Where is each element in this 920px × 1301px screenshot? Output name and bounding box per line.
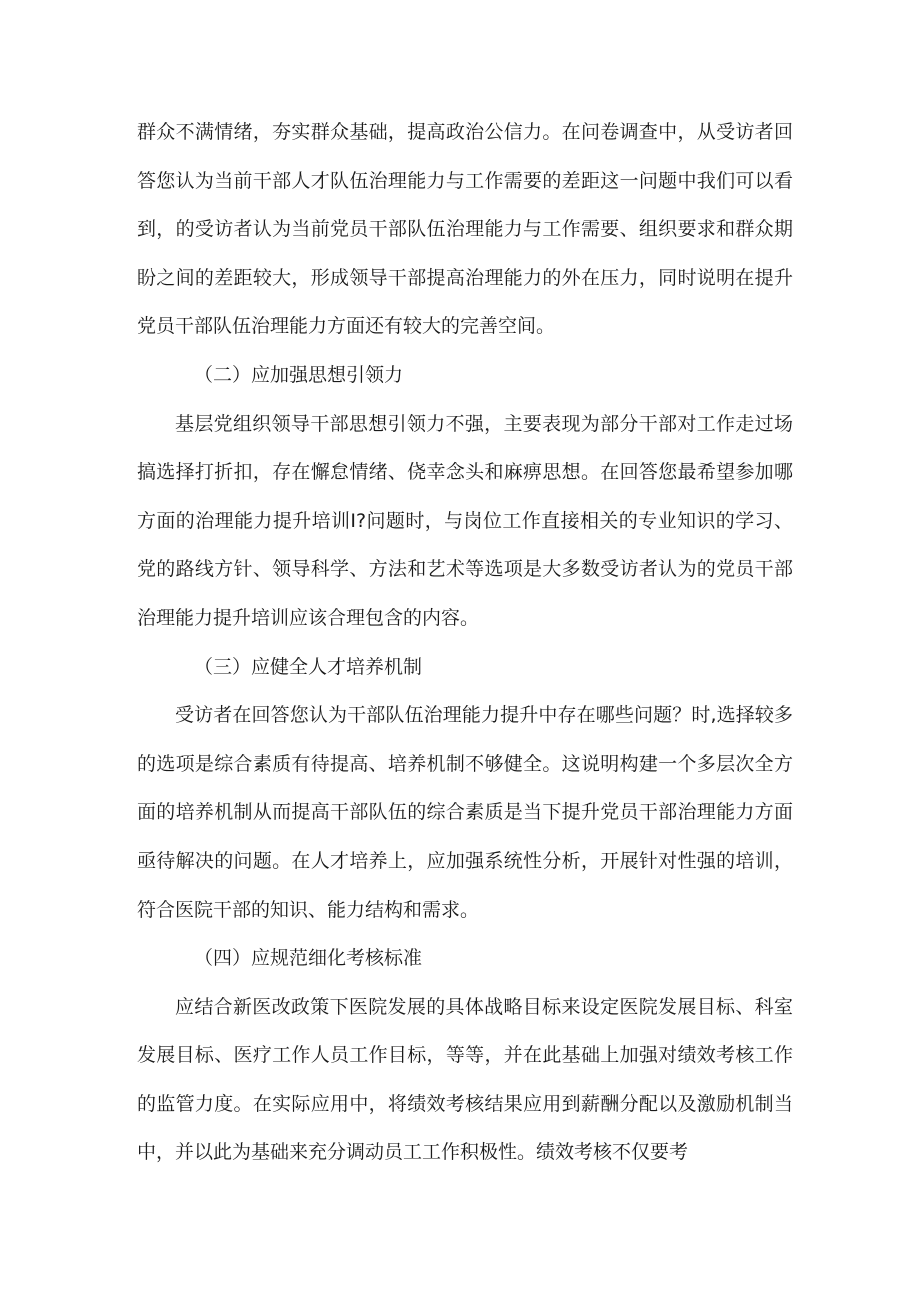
paragraph-continuation: 群众不满情绪，夯实群众基础，提高政治公信力。在问卷调查中，从受访者回答您认为当前干部人才队伍治理能力与工作需要的差距这一问题中我们可以看到，的受访者认为当前党员干部队伍治理能力与工作需要、组织要求和群众期盼之间的差距较大，形成领导干部提高治理能力的外在压力，同时说明在提升党员干部队伍治理能力方面还有较大的完善空间。 — [137, 121, 793, 338]
paragraph-assessment-standards: 应结合新医改政策下医院发展的具体战略目标来设定医院发展目标、科室发展目标、医疗工作人员工作目标，等等，并在此基础上加强对绩效考核工作的监管力度。在实际应用中，将绩效考核结果应用到薪酬分配以及激励机制当中，并以此为基础来充分调动员工工作积极性。绩效考核不仅要考 — [137, 995, 793, 1164]
section-heading-4: （四）应规范细化考核标准 — [194, 947, 423, 970]
document-body — [137, 108, 793, 1177]
section-heading-2: （二）应加强思想引领力 — [194, 363, 404, 386]
paragraph-talent-training: 受访者在回答您认为干部队伍治理能力提升中存在哪些问题？时,选择较多的选项是综合素质有待提高、培养机制不够健全。这说明构建一个多层次全方面的培养机制从而提高干部队伍的综合素质是当下提升党员干部治理能力方面亟待解决的问题。在人才培养上，应加强系统性分析，开展针对性强的培训，符合医院干部的知识、能力结构和需求。 — [137, 704, 793, 921]
paragraph-thought-leadership: 基层党组织领导干部思想引领力不强，主要表现为部分干部对工作走过场搞选择打折扣，存在懈怠情绪、侥幸念头和麻痹思想。在回答您最希望参加哪方面的治理能力提升培训I?问题时，与岗位工作直接相关的专业知识的学习、党的路线方针、领导科学、方法和艺术等选项是大多数受访者认为的党员干部治理能力提升培训应该合理包含的内容。 — [137, 412, 793, 629]
section-heading-3: （三）应健全人才培养机制 — [194, 655, 423, 678]
